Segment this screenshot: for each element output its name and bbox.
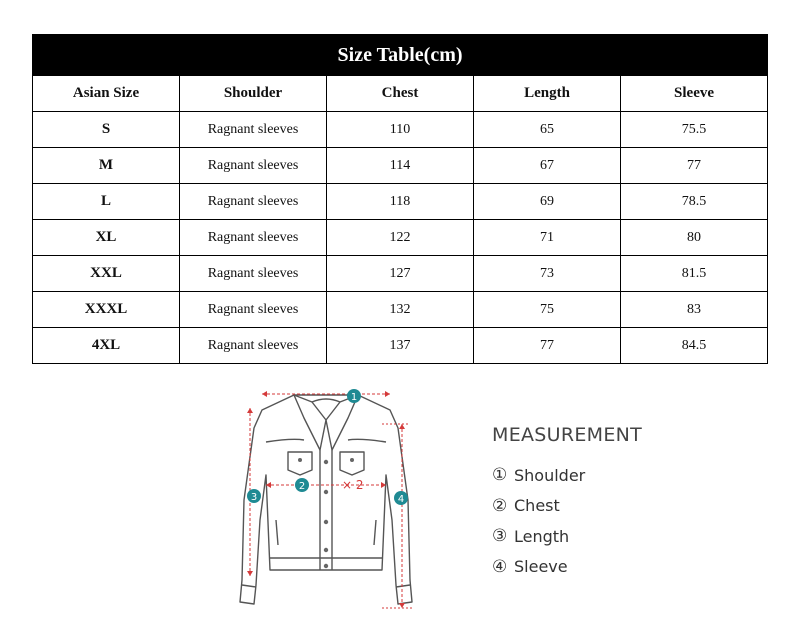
sleeve-cell: 77 xyxy=(621,148,768,184)
marker-3 xyxy=(247,489,261,503)
table-row xyxy=(33,112,768,148)
measurement-number: ④ xyxy=(492,556,508,577)
chest-cell: 127 xyxy=(327,256,474,292)
chest-cell: 110 xyxy=(327,112,474,148)
size-cell: XL xyxy=(33,220,180,256)
size-cell: XXXL xyxy=(33,292,180,328)
sleeve-cell: 81.5 xyxy=(621,256,768,292)
svg-text:3: 3 xyxy=(250,492,258,503)
measurement-label: Sleeve xyxy=(514,557,568,577)
size-cell: 4XL xyxy=(33,328,180,364)
measurement-legend xyxy=(492,424,642,582)
chest-multiplier: × 2 xyxy=(342,478,364,492)
header-asian-size: Asian Size xyxy=(33,76,180,112)
shoulder-cell: Ragnant sleeves xyxy=(180,112,327,148)
header-shoulder: Shoulder xyxy=(180,76,327,112)
length-cell: 67 xyxy=(474,148,621,184)
header-chest: Chest xyxy=(327,76,474,112)
shoulder-cell: Ragnant sleeves xyxy=(180,256,327,292)
length-cell: 73 xyxy=(474,256,621,292)
header-sleeve: Sleeve xyxy=(621,76,768,112)
table-row xyxy=(33,184,768,220)
measurement-title: MEASUREMENT xyxy=(492,424,643,446)
measurement-item xyxy=(492,521,642,552)
sleeve-cell: 75.5 xyxy=(621,112,768,148)
measurement-number: ③ xyxy=(492,526,508,547)
size-table xyxy=(32,34,768,364)
measurement-item xyxy=(492,552,642,583)
svg-text:2: 2 xyxy=(298,481,306,492)
size-cell: XXL xyxy=(33,256,180,292)
table-header-row xyxy=(33,76,768,112)
table-title: Size Table(cm) xyxy=(33,35,768,76)
measurement-item xyxy=(492,491,642,522)
size-cell: M xyxy=(33,148,180,184)
chest-cell: 137 xyxy=(327,328,474,364)
shoulder-cell: Ragnant sleeves xyxy=(180,328,327,364)
sleeve-cell: 78.5 xyxy=(621,184,768,220)
length-cell: 69 xyxy=(474,184,621,220)
table-row xyxy=(33,256,768,292)
measurement-item xyxy=(492,460,642,491)
svg-text:1: 1 xyxy=(350,392,358,403)
sleeve-cell: 84.5 xyxy=(621,328,768,364)
size-cell: L xyxy=(33,184,180,220)
header-length: Length xyxy=(474,76,621,112)
table-row xyxy=(33,148,768,184)
jacket-buttons xyxy=(298,458,354,568)
marker-2 xyxy=(295,478,309,492)
measurement-number: ② xyxy=(492,495,508,516)
measure-lines xyxy=(247,391,412,608)
shoulder-cell: Ragnant sleeves xyxy=(180,148,327,184)
size-cell: S xyxy=(33,112,180,148)
marker-4 xyxy=(394,491,408,505)
sleeve-cell: 83 xyxy=(621,292,768,328)
chest-cell: 132 xyxy=(327,292,474,328)
chest-cell: 118 xyxy=(327,184,474,220)
measurement-label: Chest xyxy=(514,496,560,516)
length-cell: 71 xyxy=(474,220,621,256)
jacket-outline xyxy=(240,395,412,604)
table-row xyxy=(33,328,768,364)
shoulder-cell: Ragnant sleeves xyxy=(180,184,327,220)
table-title-row xyxy=(33,35,768,76)
length-cell: 77 xyxy=(474,328,621,364)
measurement-label: Shoulder xyxy=(514,465,586,485)
length-cell: 65 xyxy=(474,112,621,148)
marker-1 xyxy=(347,389,361,403)
measurement-number: ① xyxy=(492,465,508,486)
length-cell: 75 xyxy=(474,292,621,328)
chest-cell: 114 xyxy=(327,148,474,184)
svg-text:4: 4 xyxy=(397,494,405,505)
table-row xyxy=(33,292,768,328)
measurement-label: Length xyxy=(514,526,570,546)
shoulder-cell: Ragnant sleeves xyxy=(180,292,327,328)
shoulder-cell: Ragnant sleeves xyxy=(180,220,327,256)
sleeve-cell: 80 xyxy=(621,220,768,256)
jacket-diagram xyxy=(232,380,432,616)
table-row xyxy=(33,220,768,256)
chest-cell: 122 xyxy=(327,220,474,256)
